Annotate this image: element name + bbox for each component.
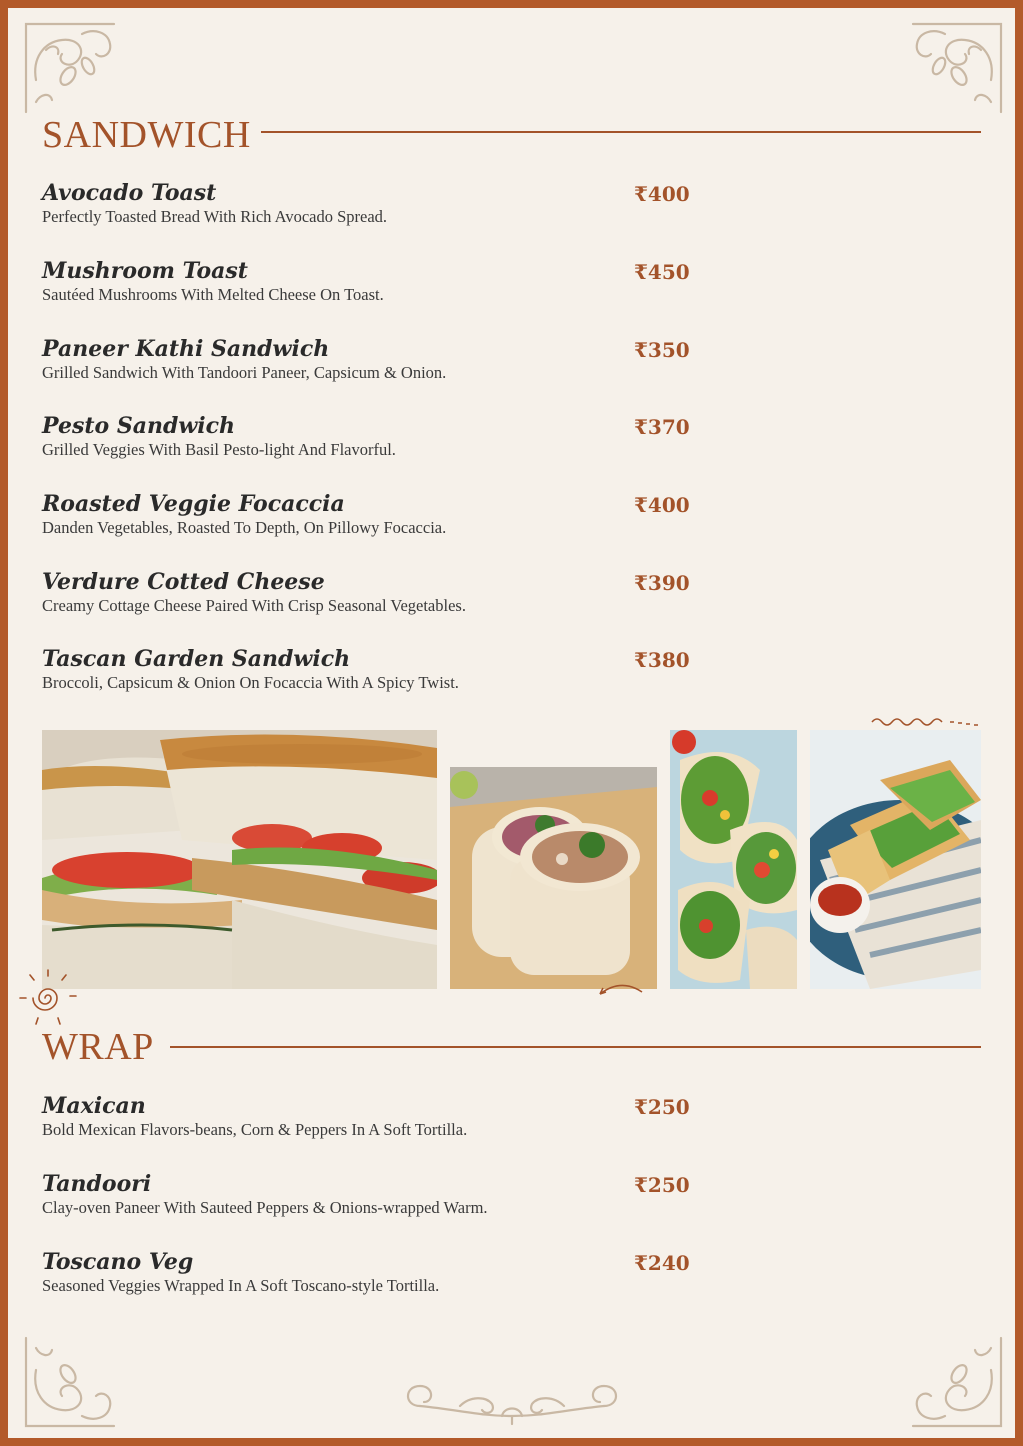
item-price: ₹250 — [634, 1095, 690, 1119]
item-description: Seasoned Veggies Wrapped In A Soft Toscano-style Tortilla. — [42, 1276, 440, 1295]
item-price: ₹380 — [634, 648, 690, 672]
item-description: Clay-oven Paneer With Sauteed Peppers & Onions-wrapped Warm. — [42, 1198, 488, 1217]
menu-item — [42, 491, 690, 551]
wave-doodle-icon — [870, 714, 982, 728]
bottom-scroll-flourish-icon — [400, 1376, 624, 1428]
section-divider — [170, 1046, 981, 1048]
item-price: ₹400 — [634, 182, 690, 206]
item-description: Perfectly Toasted Bread With Rich Avocado Spread. — [42, 207, 388, 226]
tortilla-roll-photo — [450, 767, 657, 989]
item-price: ₹370 — [634, 415, 690, 439]
item-description: Broccoli, Capsicum & Onion On Focaccia With A Spicy Twist. — [42, 673, 459, 692]
menu-item — [42, 180, 690, 240]
item-name: Maxican — [42, 1093, 146, 1119]
section-divider — [261, 131, 981, 133]
item-name: Verdure Cotted Cheese — [42, 569, 325, 595]
corner-flourish-icon — [909, 20, 1005, 116]
menu-item — [42, 1171, 690, 1231]
item-name: Pesto Sandwich — [42, 413, 236, 439]
item-price: ₹390 — [634, 571, 690, 595]
item-price: ₹250 — [634, 1173, 690, 1197]
item-name: Mushroom Toast — [42, 258, 248, 284]
item-name: Tascan Garden Sandwich — [42, 646, 351, 672]
item-name: Roasted Veggie Focaccia — [42, 491, 345, 517]
focaccia-sandwich-photo — [42, 730, 437, 989]
menu-item — [42, 336, 690, 396]
menu-item — [42, 646, 690, 706]
item-description: Grilled Sandwich With Tandoori Paneer, Capsicum & Onion. — [42, 363, 447, 382]
menu-item — [42, 1093, 690, 1153]
corner-flourish-icon — [22, 20, 118, 116]
section-title-sandwich: SANDWICH — [42, 114, 251, 156]
section-title-wrap: WRAP — [42, 1026, 154, 1068]
club-sandwich-photo — [810, 730, 981, 989]
item-description: Danden Vegetables, Roasted To Depth, On Pillowy Focaccia. — [42, 518, 447, 537]
item-name: Tandoori — [42, 1171, 152, 1197]
item-name: Paneer Kathi Sandwich — [42, 336, 330, 362]
item-description: Sautéed Mushrooms With Melted Cheese On Toast. — [42, 285, 384, 304]
item-price: ₹450 — [634, 260, 690, 284]
menu-item — [42, 258, 690, 318]
item-description: Bold Mexican Flavors-beans, Corn & Peppers In A Soft Tortilla. — [42, 1120, 468, 1139]
swirl-doodle-icon — [16, 966, 80, 1030]
menu-item — [42, 413, 690, 473]
item-price: ₹240 — [634, 1251, 690, 1275]
item-price: ₹400 — [634, 493, 690, 517]
menu-item — [42, 569, 690, 629]
veggie-wrap-photo — [670, 730, 797, 989]
menu-item — [42, 1249, 690, 1309]
corner-flourish-icon — [22, 1334, 118, 1430]
item-name: Avocado Toast — [42, 180, 217, 206]
item-name: Toscano Veg — [42, 1249, 194, 1275]
corner-flourish-icon — [909, 1334, 1005, 1430]
item-description: Grilled Veggies With Basil Pesto-light And Flavorful. — [42, 440, 396, 459]
item-description: Creamy Cottage Cheese Paired With Crisp Seasonal Vegetables. — [42, 596, 466, 615]
item-price: ₹350 — [634, 338, 690, 362]
arc-doodle-icon — [596, 980, 646, 996]
